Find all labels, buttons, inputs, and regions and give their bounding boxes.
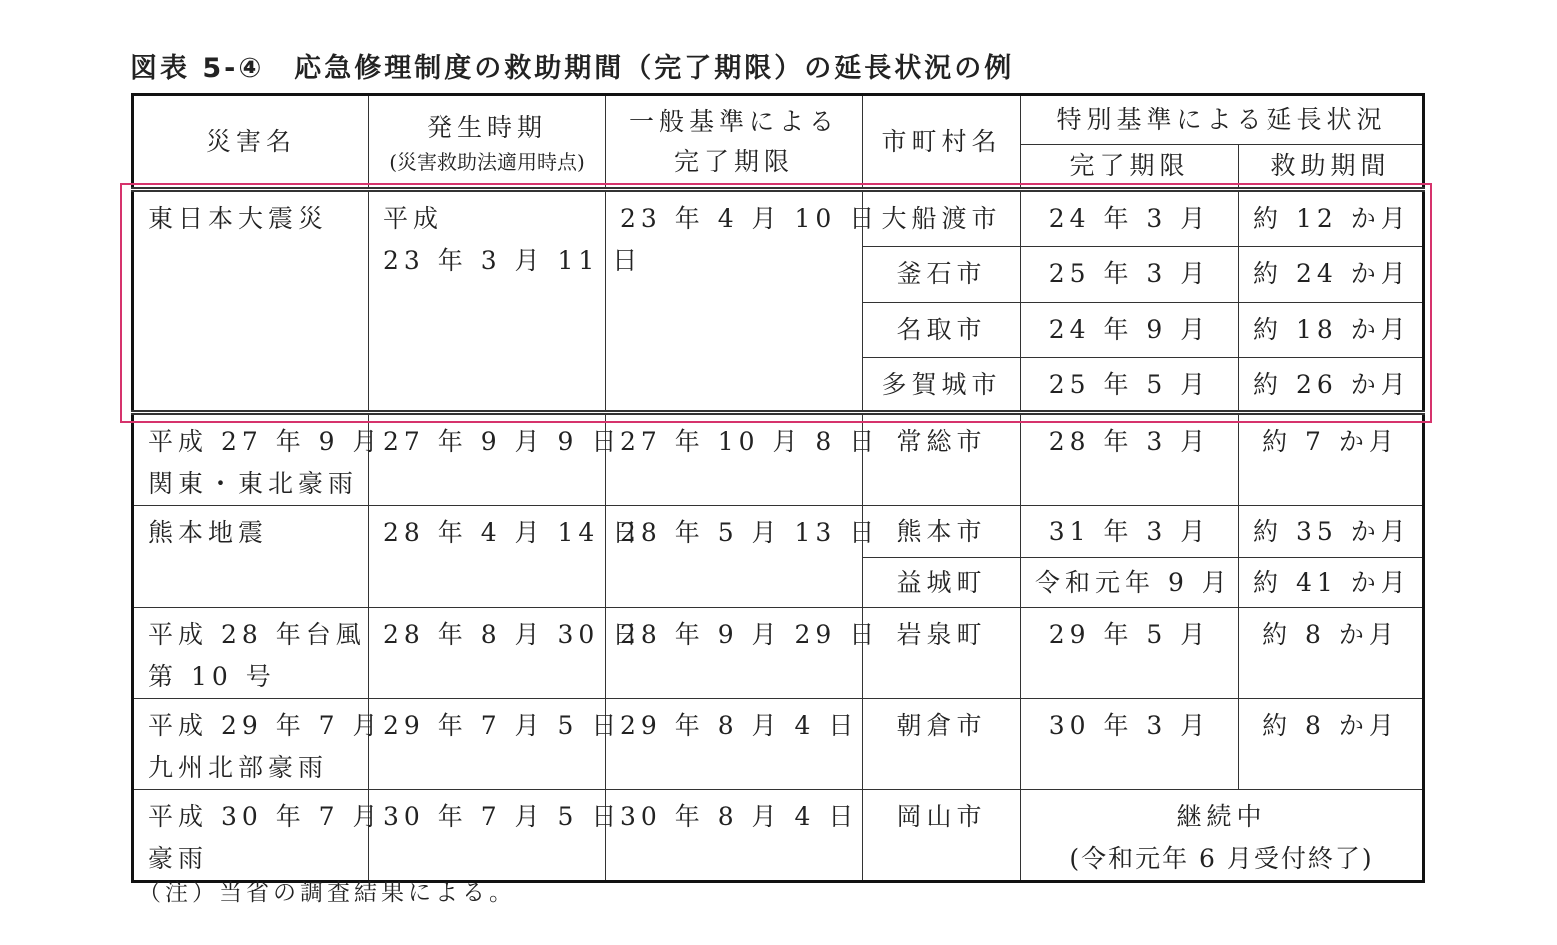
occurred-line1: 平成 — [383, 204, 444, 233]
header-municipality: 市町村名 — [863, 95, 1021, 190]
table-row — [133, 506, 1424, 558]
table-row — [133, 699, 1424, 790]
header-general-line2: 完了期限 — [673, 146, 794, 176]
special-status — [1021, 790, 1424, 882]
special-deadline: 29 年 5 月 — [1021, 608, 1239, 699]
rescue-period: 約 26 か月 — [1239, 358, 1424, 413]
rescue-period: 約 35 か月 — [1239, 506, 1424, 558]
occurred-date: 29 年 7 月 5 日 — [369, 699, 606, 790]
disaster-line1: 平成 30 年 7 月 — [148, 802, 383, 831]
general-deadline: 28 年 5 月 13 日 — [606, 506, 863, 608]
occurred-date: 28 年 4 月 14 日 — [369, 506, 606, 608]
disaster-line2: 第 10 号 — [148, 662, 276, 691]
occurred-date: 27 年 9 月 9 日 — [369, 413, 606, 506]
disaster-name: 熊本地震 — [133, 506, 369, 608]
general-deadline: 28 年 9 月 29 日 — [606, 608, 863, 699]
disaster-name — [133, 699, 383, 790]
header-special-period: 救助期間 — [1239, 145, 1424, 190]
city-name: 名取市 — [863, 303, 1021, 358]
header-general — [606, 95, 863, 190]
table-row — [133, 608, 1424, 699]
figure-title — [130, 46, 1014, 85]
table-row — [133, 190, 1424, 247]
occurred-date: 30 年 7 月 5 日 — [369, 790, 606, 882]
header-special-deadline: 完了期限 — [1021, 145, 1239, 190]
city-name: 熊本市 — [863, 506, 1021, 558]
rescue-period: 約 7 か月 — [1239, 413, 1424, 506]
figure-number: 図表 5-④ — [130, 53, 265, 84]
header-row-1 — [133, 95, 1424, 145]
city-name: 常総市 — [863, 413, 1021, 506]
city-name: 益城町 — [863, 558, 1021, 608]
special-deadline: 24 年 9 月 — [1021, 303, 1239, 358]
table-row — [133, 413, 1424, 506]
disaster-name — [133, 790, 383, 882]
header-occurred — [369, 95, 606, 190]
disaster-line1: 平成 27 年 9 月 — [148, 427, 383, 456]
header-special: 特別基準による延長状況 — [1021, 95, 1424, 145]
rescue-period: 約 18 か月 — [1239, 303, 1424, 358]
occurred-date: 28 年 8 月 30 日 — [369, 608, 606, 699]
special-deadline: 令和元年 9 月 — [1021, 558, 1239, 608]
figure-title-text: 応急修理制度の救助期間（完了期限）の延長状況の例 — [294, 53, 1015, 84]
disaster-name — [133, 413, 383, 506]
rescue-period: 約 41 か月 — [1239, 558, 1424, 608]
rescue-period: 約 8 か月 — [1239, 699, 1424, 790]
special-deadline: 30 年 3 月 — [1021, 699, 1239, 790]
city-name: 岩泉町 — [863, 608, 1021, 699]
special-deadline: 24 年 3 月 — [1021, 190, 1239, 247]
general-deadline: 27 年 10 月 8 日 — [606, 413, 863, 506]
table-row — [133, 790, 1424, 882]
disaster-line2: 豪雨 — [148, 844, 209, 873]
header-occurred-sub: (災害救助法適用時点) — [389, 149, 585, 174]
footnote: （注）当省の調査結果による。 — [138, 880, 516, 906]
rescue-period: 約 8 か月 — [1239, 608, 1424, 699]
status-line1: 継続中 — [1176, 802, 1267, 831]
rescue-period: 約 12 か月 — [1239, 190, 1424, 247]
special-deadline: 31 年 3 月 — [1021, 506, 1239, 558]
disaster-name — [133, 608, 369, 699]
header-disaster: 災害名 — [133, 95, 369, 190]
disaster-line1: 平成 29 年 7 月 — [148, 711, 383, 740]
header-occurred-main: 発生時期 — [426, 112, 547, 142]
city-name: 多賀城市 — [863, 358, 1021, 413]
disaster-line2: 九州北部豪雨 — [148, 753, 329, 782]
city-name: 大船渡市 — [863, 190, 1021, 247]
city-name: 岡山市 — [863, 790, 1021, 882]
extension-table — [131, 93, 1425, 883]
general-deadline: 29 年 8 月 4 日 — [606, 699, 863, 790]
general-deadline: 30 年 8 月 4 日 — [606, 790, 863, 882]
status-line2: (令和元年 6 月受付終了) — [1069, 844, 1374, 873]
header-general-line1: 一般基準による — [628, 106, 839, 136]
disaster-name: 東日本大震災 — [133, 190, 369, 413]
city-name: 釜石市 — [863, 247, 1021, 303]
special-deadline: 28 年 3 月 — [1021, 413, 1239, 506]
rescue-period: 約 24 か月 — [1239, 247, 1424, 303]
occurred-line2: 23 年 3 月 11 日 — [383, 246, 643, 275]
special-deadline: 25 年 5 月 — [1021, 358, 1239, 413]
city-name: 朝倉市 — [863, 699, 1021, 790]
disaster-line1: 平成 28 年台風 — [148, 620, 366, 649]
general-deadline: 23 年 4 月 10 日 — [606, 190, 863, 413]
special-deadline: 25 年 3 月 — [1021, 247, 1239, 303]
occurred-date — [369, 190, 643, 413]
disaster-line2: 関東・東北豪雨 — [148, 469, 359, 498]
